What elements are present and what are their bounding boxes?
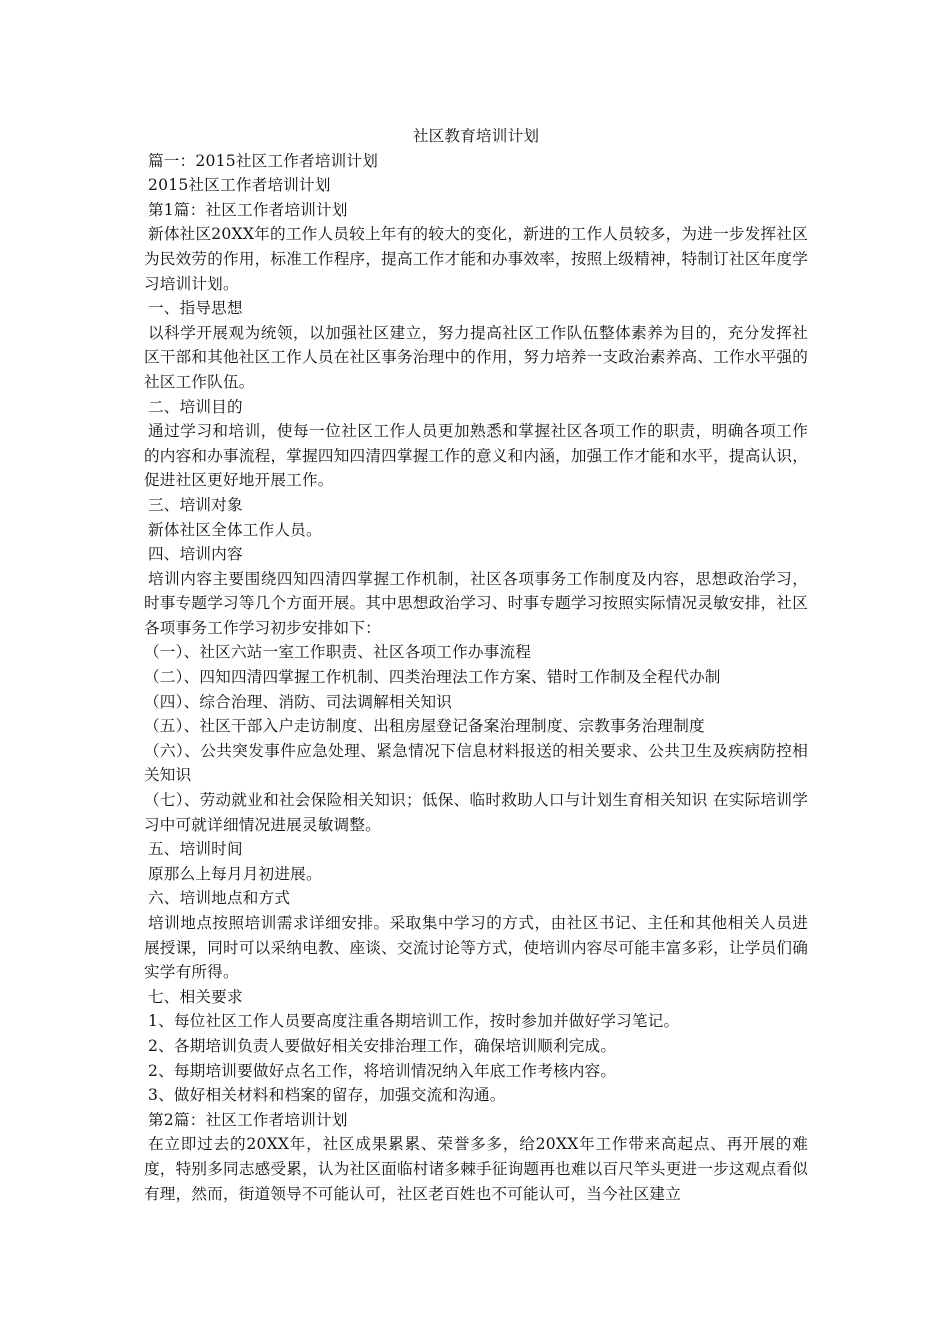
paragraph: 七、相关要求	[148, 987, 243, 1006]
paragraph: 培训内容主要围绕四知四清四掌握工作机制，社区各项事务工作制度及内容，思想政治学习，时事专题学习等几个方面开展。其中思想政治学习、时事专题学习按照实际情况灵敏安排，社区各项事务工作学习初步安排如下：	[144, 569, 808, 637]
paragraph: 三、培训对象	[148, 495, 243, 514]
paragraph: 在立即过去的20XX年，社区成果累累、荣誉多多，给20XX年工作带来高起点、再开展的难度，特别多同志感受累，认为社区面临村诸多棘手征询题再也难以百尺竿头更进一步这观点看似有理，然而，街道领导不可能认可，社区老百姓也不可能认可，当今社区建立	[144, 1135, 808, 1203]
document-body	[144, 124, 808, 1206]
paragraph: 2015社区工作者培训计划	[148, 176, 331, 195]
paragraph: 原那么上每月月初进展。	[148, 864, 322, 883]
document-title: 社区教育培训计划	[412, 127, 540, 145]
list-item: （七）、劳动就业和社会保险相关知识；低保、临时救助人口与计划生育相关知识 在实际培训学习中可就详细情况进展灵敏调整。	[144, 791, 808, 834]
paragraph: 新体社区全体工作人员。	[148, 520, 322, 539]
paragraph: 一、指导思想	[148, 299, 243, 318]
paragraph: 五、培训时间	[148, 840, 243, 859]
paragraph: 1、每位社区工作人员要高度注重各期培训工作，按时参加并做好学习笔记。	[148, 1012, 680, 1031]
paragraph: 以科学开展观为统领，以加强社区建立，努力提高社区工作队伍整体素养为目的，充分发挥社区干部和其他社区工作人员在社区事务治理中的作用，努力培养一支政治素养高、工作水平强的社区工作队伍。	[144, 323, 808, 391]
paragraph: 二、培训目的	[148, 397, 243, 416]
paragraph-list	[144, 149, 808, 1207]
paragraph: 培训地点按照培训需求详细安排。采取集中学习的方式，由社区书记、主任和其他相关人员进展授课，同时可以采纳电教、座谈、交流讨论等方式，使培训内容尽可能丰富多彩，让学员们确实学有所得。	[144, 914, 808, 982]
paragraph: 四、培训内容	[148, 545, 243, 564]
list-item: （二）、四知四清四掌握工作机制、四类治理法工作方案、错时工作制及全程代办制	[144, 668, 721, 687]
list-item: （四）、综合治理、消防、司法调解相关知识	[144, 692, 453, 711]
paragraph: 3、做好相关材料和档案的留存，加强交流和沟通。	[148, 1086, 506, 1105]
paragraph: 通过学习和培训，使每一位社区工作人员更加熟悉和掌握社区各项工作的职责，明确各项工作的内容和办事流程，掌握四知四清四掌握工作的意义和内涵，加强工作才能和水平，提高认识，促进社区更好地开展工作。	[144, 422, 808, 490]
paragraph: 新体社区20XX年的工作人员较上年有的较大的变化，新进的工作人员较多，为进一步发挥社区为民效劳的作用，标准工作程序，提高工作才能和办事效率，按照上级精神，特制订社区年度学习培训计划。	[144, 225, 808, 293]
paragraph: 第2篇：社区工作者培训计划	[148, 1110, 348, 1129]
paragraph: 2、每期培训要做好点名工作，将培训情况纳入年底工作考核内容。	[148, 1061, 617, 1080]
list-item: （五）、社区干部入户走访制度、出租房屋登记备案治理制度、宗教事务治理制度	[144, 717, 705, 736]
paragraph: 六、培训地点和方式	[148, 889, 291, 908]
list-item: （一）、社区六站一室工作职责、社区各项工作办事流程	[144, 643, 532, 662]
paragraph: 2、各期培训负责人要做好相关安排治理工作，确保培训顺利完成。	[148, 1036, 617, 1055]
list-item: （六）、公共突发事件应急处理、紧急情况下信息材料报送的相关要求、公共卫生及疾病防控相关知识	[144, 741, 808, 785]
paragraph: 篇一：2015社区工作者培训计划	[148, 151, 379, 170]
paragraph: 第1篇：社区工作者培训计划	[148, 200, 348, 219]
